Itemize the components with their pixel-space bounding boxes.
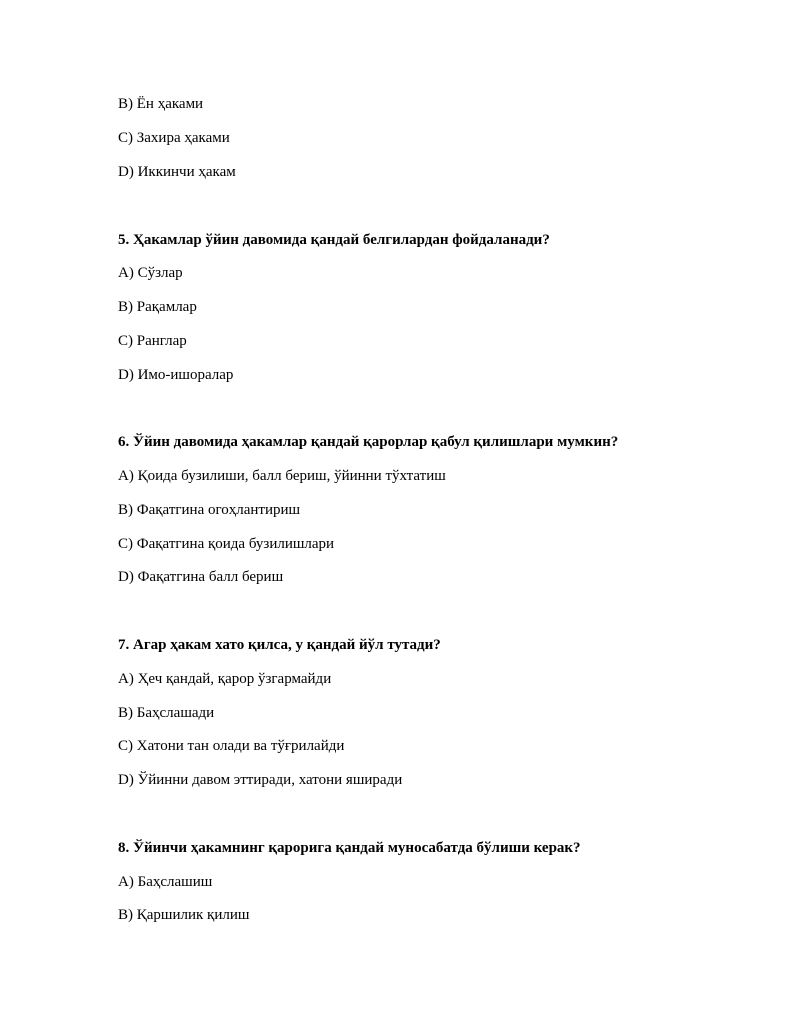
option-c-prev: C) Захира ҳаками (118, 130, 230, 146)
question-5: 5. Ҳакамлар ўйин давомида қандай белгилардан фойдаланади? (118, 232, 550, 248)
question-6: 6. Ўйин давомида ҳакамлар қандай қарорлар қабул қилишлари мумкин? (118, 434, 619, 450)
q5-option-d: D) Имо-ишоралар (118, 367, 234, 383)
option-b-prev: B) Ён ҳаками (118, 96, 204, 112)
q8-option-b: B) Қаршилик қилиш (118, 907, 250, 923)
q5-option-a: A) Сўзлар (118, 265, 183, 281)
q7-option-b: B) Баҳслашади (118, 705, 215, 721)
q6-option-a: A) Қоида бузилиши, балл бериш, ўйинни тўхтатиш (118, 468, 446, 484)
question-8: 8. Ўйинчи ҳакамнинг қарорига қандай муносабатда бўлиши керак? (118, 840, 581, 856)
q7-option-d: D) Ўйинни давом эттиради, хатони яширади (118, 772, 403, 788)
q8-option-a: A) Баҳслашиш (118, 874, 213, 890)
q7-option-a: A) Ҳеч қандай, қарор ўзгармайди (118, 671, 332, 687)
q5-option-b: B) Рақамлар (118, 299, 197, 315)
q6-option-c: C) Фақатгина қоида бузилишлари (118, 536, 335, 552)
q7-option-c: C) Хатони тан олади ва тўғрилайди (118, 738, 345, 754)
q5-option-c: C) Ранглар (118, 333, 187, 349)
q6-option-b: B) Фақатгина огоҳлантириш (118, 502, 301, 518)
question-7: 7. Агар ҳакам хато қилса, у қандай йўл тутади? (118, 637, 441, 653)
option-d-prev: D) Иккинчи ҳакам (118, 164, 236, 180)
q6-option-d: D) Фақатгина балл бериш (118, 569, 284, 585)
